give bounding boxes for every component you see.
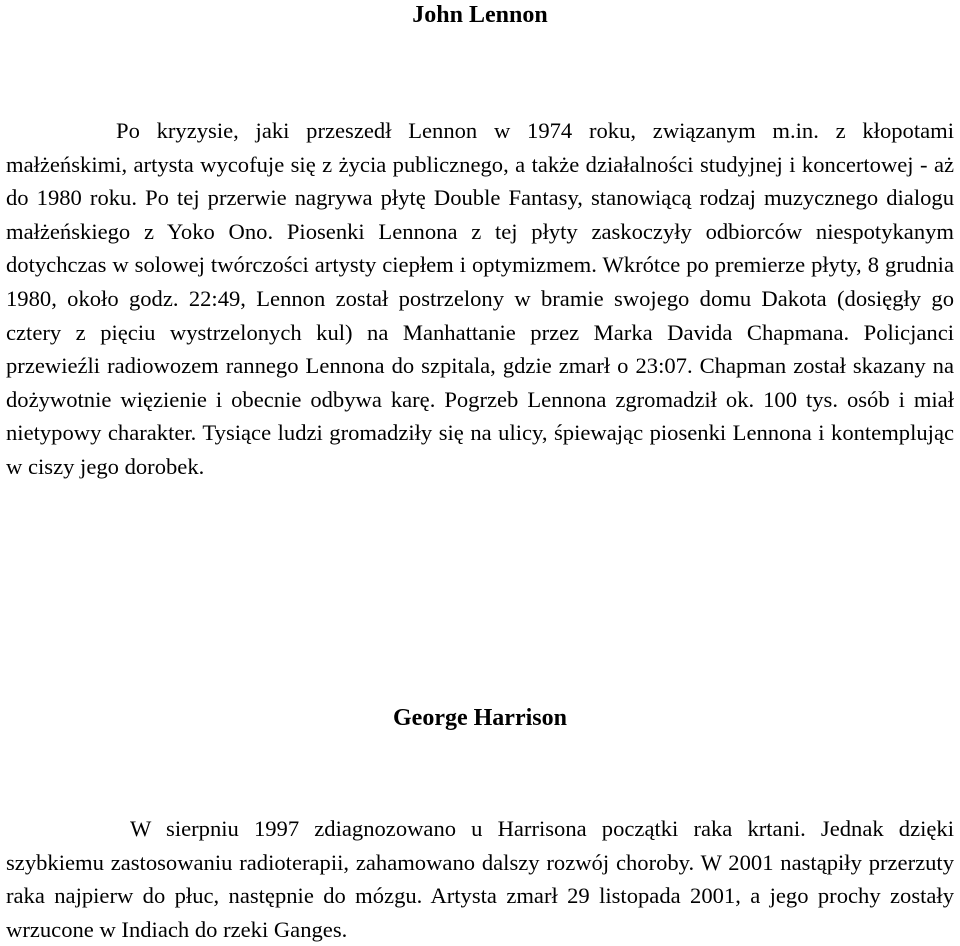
heading-george-harrison: George Harrison <box>393 705 567 731</box>
paragraph-john-lennon: Po kryzysie, jaki przeszedł Lennon w 1974 roku, związanym m.in. z kłopotami małżeńskimi, artysta wycofuje się z życia publicznego, a także działalności studyjnej i koncertowej - aż do 1980 roku. Po tej przerwie nagrywa płytę Double Fantasy, stanowiącą rodzaj muzycznego dialogu małżeńskiego z Yoko Ono. Piosenki Lennona z tej płyty zaskoczyły odbiorców niespotykanym dotychczas w solowej twórczości artysty ciepłem i optymizmem. Wkrótce po premierze płyty, 8 grudnia 1980, około godz. 22:49, Lennon został postrzelony w bramie swojego domu Dakota (dosięgły go cztery z pięciu wystrzelonych kul) na Manhattanie przez Marka Davida Chapmana. Policjanci przewieźli radiowozem rannego Lennona do szpitala, gdzie zmarł o 23:07. Chapman został skazany na dożywotnie więzienie i obecnie odbywa karę. Pogrzeb Lennona zgromadził ok. 100 tys. osób i miał nietypowy charakter. Tysiące ludzi gromadziły się na ulicy, śpiewając piosenki Lennona i kontemplując w ciszy jego dorobek. <box>6 118 954 479</box>
heading-john-lennon: John Lennon <box>412 2 548 28</box>
paragraph-george-harrison: W sierpniu 1997 zdiagnozowano u Harrisona początki raka krtani. Jednak dzięki szybkiemu zastosowaniu radioterapii, zahamowano dalszy rozwój choroby. W 2001 nastąpiły przerzuty raka najpierw do płuc, następnie do mózgu. Artysta zmarł 29 listopada 2001, a jego prochy zostały wrzucone w Indiach do rzeki Ganges. <box>6 816 954 942</box>
